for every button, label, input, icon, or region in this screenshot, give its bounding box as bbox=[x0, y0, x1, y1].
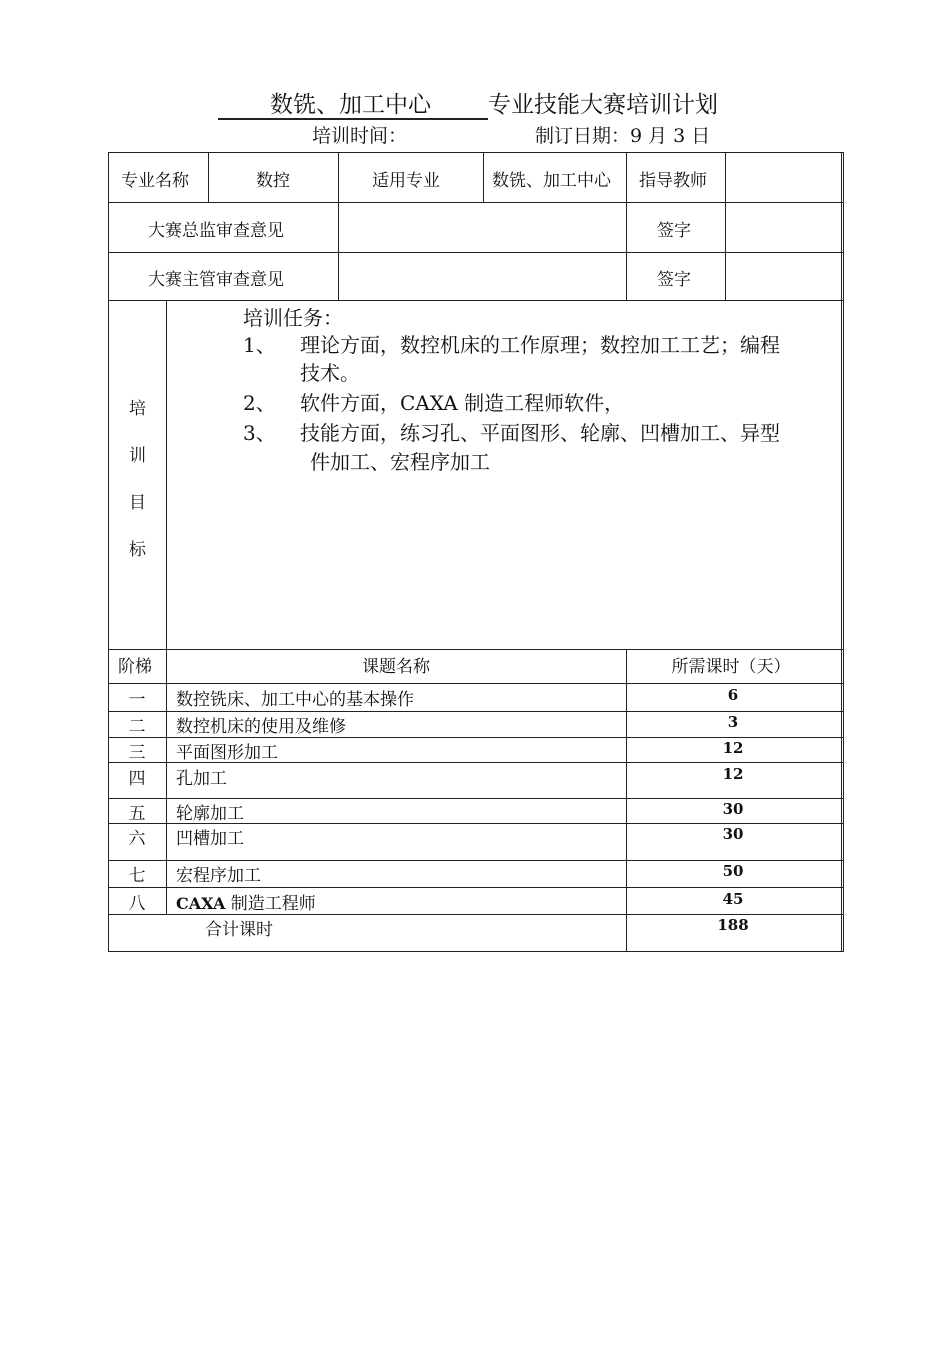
topic-bold-part: CAXA bbox=[176, 894, 226, 913]
stage-cell: 三 bbox=[128, 743, 146, 763]
table-line bbox=[725, 152, 726, 300]
objective-2-line1: 软件方面，CAXA 制造工程师软件， bbox=[300, 391, 625, 415]
objective-side-char: 标 bbox=[129, 540, 146, 560]
objective-side-char: 目 bbox=[129, 493, 146, 513]
days-cell: 6 bbox=[727, 686, 739, 704]
major-label: 专业名称 bbox=[121, 171, 189, 191]
topic-cell: 凹槽加工 bbox=[176, 829, 244, 849]
stage-cell: 四 bbox=[128, 769, 146, 789]
table-line bbox=[108, 300, 844, 301]
table-line bbox=[108, 252, 844, 253]
days-cell: 45 bbox=[722, 890, 744, 908]
table-line bbox=[208, 152, 209, 202]
schedule-col-stage: 阶梯 bbox=[118, 657, 152, 677]
objective-3-line1: 技能方面，练习孔、平面图形、轮廓、凹槽加工、异型 bbox=[300, 421, 780, 445]
table-line bbox=[843, 152, 844, 952]
table-line bbox=[841, 152, 842, 952]
applicable-label: 适用专业 bbox=[372, 171, 440, 191]
topic-rest: 制造工程师 bbox=[225, 894, 316, 914]
table-line bbox=[338, 152, 339, 300]
table-line bbox=[108, 683, 844, 684]
stage-cell: 七 bbox=[128, 866, 146, 886]
days-cell: 50 bbox=[722, 862, 744, 880]
schedule-col-topic: 课题名称 bbox=[362, 657, 430, 677]
title-part2: 专业技能大赛培训计划 bbox=[488, 92, 718, 118]
table-line bbox=[483, 152, 484, 202]
topic-cell: 数控机床的使用及维修 bbox=[176, 717, 346, 737]
table-line bbox=[108, 649, 844, 650]
topic-cell: 平面图形加工 bbox=[176, 743, 278, 763]
stage-cell: 五 bbox=[128, 804, 146, 824]
days-cell: 12 bbox=[722, 765, 744, 783]
table-line bbox=[108, 202, 844, 203]
training-time-label: 培训时间： bbox=[312, 125, 408, 147]
revision-date: 制订日期：9 月 3 日 bbox=[535, 125, 711, 147]
days-cell: 30 bbox=[722, 800, 744, 818]
instructor-label: 指导教师 bbox=[639, 171, 707, 191]
objective-1-number: 1、 bbox=[243, 333, 276, 357]
objective-2-number: 2、 bbox=[243, 391, 276, 415]
chief-sign-label: 签字 bbox=[657, 221, 691, 241]
topic-cell: 轮廓加工 bbox=[176, 804, 244, 824]
topic-cell: 孔加工 bbox=[176, 769, 227, 789]
total-label: 合计课时 bbox=[205, 920, 273, 940]
table-line bbox=[626, 649, 627, 951]
days-cell: 12 bbox=[722, 739, 744, 757]
major-value: 数控 bbox=[256, 171, 290, 191]
objective-side-char: 训 bbox=[129, 446, 146, 466]
table-line bbox=[166, 300, 167, 914]
table-line bbox=[108, 951, 844, 952]
objective-3-number: 3、 bbox=[243, 421, 276, 445]
table-line bbox=[108, 152, 844, 153]
objective-1-line1: 理论方面，数控机床的工作原理；数控加工工艺；编程 bbox=[300, 333, 780, 357]
table-line bbox=[108, 152, 109, 952]
total-value: 188 bbox=[717, 916, 749, 934]
objectives-heading: 培训任务： bbox=[243, 306, 343, 330]
stage-cell: 一 bbox=[128, 690, 146, 710]
manager-sign-label: 签字 bbox=[657, 270, 691, 290]
topic-cell: 宏程序加工 bbox=[176, 866, 261, 886]
stage-cell: 八 bbox=[128, 894, 146, 914]
days-cell: 3 bbox=[727, 713, 739, 731]
table-line bbox=[626, 152, 627, 300]
table-line bbox=[108, 887, 844, 888]
title-part1: 数铣、加工中心 bbox=[270, 92, 431, 118]
stage-cell: 二 bbox=[128, 717, 146, 737]
title-underline bbox=[218, 118, 488, 120]
stage-cell: 六 bbox=[128, 829, 146, 849]
objective-3-line2: 件加工、宏程序加工 bbox=[310, 450, 490, 474]
schedule-col-days: 所需课时（天） bbox=[671, 657, 791, 677]
applicable-value: 数铣、加工中心 bbox=[492, 171, 611, 191]
manager-review-label: 大赛主管审查意见 bbox=[148, 270, 284, 290]
objective-1-line2: 技术。 bbox=[300, 361, 360, 385]
topic-cell bbox=[176, 889, 316, 914]
topic-cell: 数控铣床、加工中心的基本操作 bbox=[176, 690, 414, 710]
days-cell: 30 bbox=[722, 825, 744, 843]
objective-side-char: 培 bbox=[129, 399, 146, 419]
chief-review-label: 大赛总监审查意见 bbox=[148, 221, 284, 241]
